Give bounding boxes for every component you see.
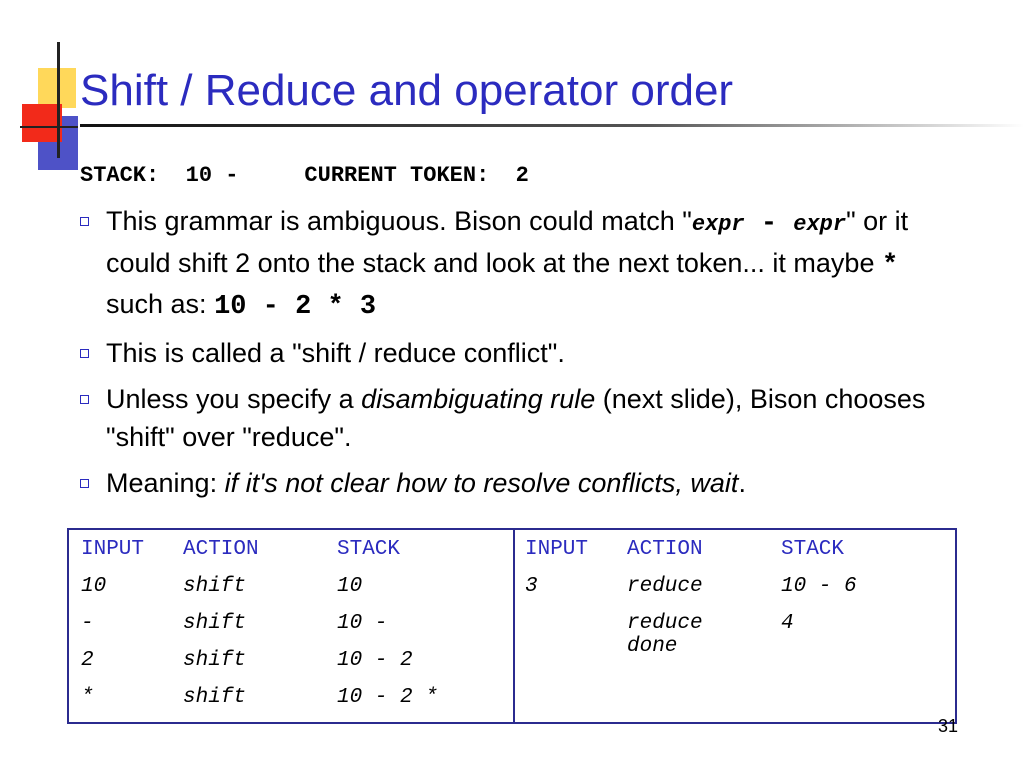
table-cell: shift xyxy=(183,649,247,672)
bullet-text: This is called a "shift / reduce conflict". xyxy=(106,338,565,368)
bullet-text: 10 - 2 * 3 xyxy=(214,292,377,322)
column-header: STACK xyxy=(781,538,845,561)
table-cell: * xyxy=(81,686,94,709)
column-header: INPUT xyxy=(525,538,589,561)
bullet-text: such as: xyxy=(106,289,215,319)
bullet-item xyxy=(80,334,960,372)
bullet-text: (next slide), Bison chooses "shift" over "reduce". xyxy=(106,384,926,452)
title-underline xyxy=(80,124,1024,127)
page-number: 31 xyxy=(938,716,959,736)
table-cell: 10 xyxy=(81,575,107,598)
table-cell: 10 - 2 xyxy=(337,649,413,672)
bullet-text: This grammar is ambiguous. Bison could match " xyxy=(106,206,692,236)
table-divider xyxy=(513,530,515,722)
column-header: INPUT xyxy=(81,538,145,561)
table-cell: 10 - xyxy=(337,612,388,635)
table-cell: 10 xyxy=(337,575,363,598)
bullet-item xyxy=(80,464,960,502)
bullet-text: expr xyxy=(691,212,745,237)
bullet-list xyxy=(80,202,960,510)
bullet-text: * xyxy=(881,251,899,281)
table-cell: shift xyxy=(183,612,247,635)
bullet-text: - xyxy=(744,209,794,239)
bullet-square-icon xyxy=(80,479,89,488)
parse-trace-box xyxy=(67,528,957,724)
bullet-item xyxy=(80,380,960,456)
bullet-text: Meaning: xyxy=(106,468,225,498)
bullet-text: " or it could shift 2 onto the stack and look at the next token... it maybe xyxy=(106,206,909,278)
table-cell: shift xyxy=(183,575,247,598)
bullet-text: . xyxy=(738,468,746,498)
table-cell: shift xyxy=(183,686,247,709)
table-cell: - xyxy=(81,612,94,635)
table-cell: reduce xyxy=(627,575,703,598)
table-cell: 3 xyxy=(525,575,538,598)
column-header: ACTION xyxy=(627,538,703,561)
table-cell: done xyxy=(627,635,678,658)
bullet-text: disambiguating rule xyxy=(361,384,596,414)
table-cell: 10 - 2 * xyxy=(337,686,438,709)
decor-red-square xyxy=(22,104,62,142)
bullet-item xyxy=(80,202,960,326)
bullet-square-icon xyxy=(80,217,89,226)
bullet-text: expr xyxy=(793,212,847,237)
slide-title: Shift / Reduce and operator order xyxy=(80,66,734,115)
table-cell: reduce xyxy=(627,612,703,635)
bullet-text: Unless you specify a xyxy=(106,384,362,414)
column-header: ACTION xyxy=(183,538,259,561)
bullet-square-icon xyxy=(80,349,89,358)
stack-token-line: STACK: 10 - CURRENT TOKEN: 2 xyxy=(80,163,529,188)
bullet-square-icon xyxy=(80,395,89,404)
table-cell: 4 xyxy=(781,612,794,635)
table-cell: 2 xyxy=(81,649,94,672)
decor-horizontal-line xyxy=(20,126,78,128)
bullet-text: if it's not clear how to resolve conflicts, wait xyxy=(224,468,739,498)
table-cell: 10 - 6 xyxy=(781,575,857,598)
column-header: STACK xyxy=(337,538,401,561)
decor-vertical-line xyxy=(57,42,60,158)
